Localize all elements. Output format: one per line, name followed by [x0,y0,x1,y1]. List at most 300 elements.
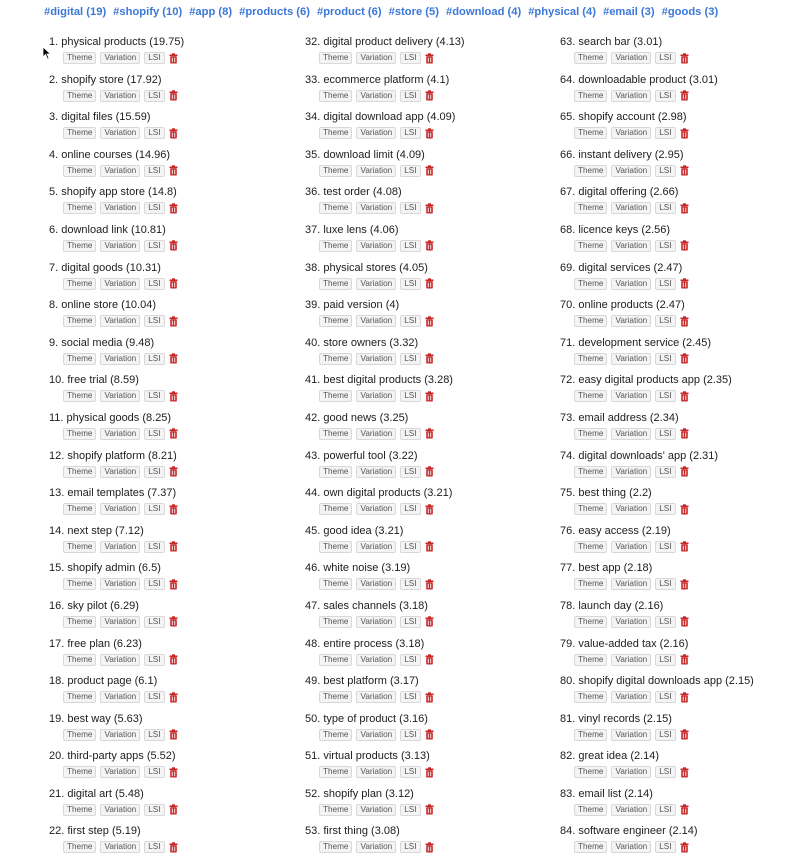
tag-filter[interactable]: #products (6) [239,6,310,18]
variation-button[interactable]: Variation [100,90,140,102]
theme-button[interactable]: Theme [319,127,352,139]
keyword-item [305,184,555,222]
tag-filter[interactable]: #store (5) [388,6,439,18]
trash-icon[interactable] [680,353,689,364]
trash-icon[interactable] [680,240,689,251]
variation-button[interactable]: Variation [611,729,651,741]
theme-button[interactable]: Theme [319,52,352,64]
trash-icon[interactable] [169,316,178,327]
variation-button[interactable]: Variation [611,654,651,666]
theme-button[interactable]: Theme [574,127,607,139]
lsi-button[interactable]: LSI [655,202,675,214]
theme-button[interactable]: Theme [319,390,352,402]
theme-button[interactable]: Theme [63,202,96,214]
variation-button[interactable]: Variation [100,616,140,628]
trash-icon[interactable] [425,616,434,627]
trash-icon[interactable] [169,128,178,139]
trash-icon[interactable] [680,842,689,853]
lsi-button[interactable]: LSI [144,353,164,365]
variation-button[interactable]: Variation [356,315,396,327]
variation-button[interactable]: Variation [611,202,651,214]
keyword-item [49,823,299,861]
keyword-actions [63,691,299,703]
trash-icon[interactable] [425,278,434,289]
variation-button[interactable]: Variation [611,390,651,402]
trash-icon[interactable] [169,391,178,402]
variation-button[interactable]: Variation [356,353,396,365]
theme-button[interactable]: Theme [63,52,96,64]
trash-icon[interactable] [680,203,689,214]
trash-icon[interactable] [169,579,178,590]
theme-button[interactable]: Theme [319,578,352,590]
trash-icon[interactable] [680,391,689,402]
theme-button[interactable]: Theme [574,503,607,515]
trash-icon[interactable] [169,767,178,778]
lsi-button[interactable]: LSI [655,654,675,666]
variation-button[interactable]: Variation [100,127,140,139]
variation-button[interactable]: Variation [611,766,651,778]
keyword-actions [63,729,299,741]
keyword-actions [319,804,555,816]
trash-icon[interactable] [425,767,434,778]
lsi-button[interactable]: LSI [400,804,420,816]
variation-button[interactable]: Variation [611,127,651,139]
trash-icon[interactable] [680,316,689,327]
lsi-button[interactable]: LSI [400,503,420,515]
theme-button[interactable]: Theme [319,616,352,628]
variation-button[interactable]: Variation [611,428,651,440]
tag-filter[interactable]: #shopify (10) [113,6,183,18]
trash-icon[interactable] [169,53,178,64]
theme-button[interactable]: Theme [574,616,607,628]
variation-button[interactable]: Variation [100,578,140,590]
trash-icon[interactable] [680,504,689,515]
trash-icon[interactable] [680,128,689,139]
lsi-button[interactable]: LSI [400,127,420,139]
theme-button[interactable]: Theme [63,278,96,290]
variation-button[interactable]: Variation [611,804,651,816]
lsi-button[interactable]: LSI [144,428,164,440]
variation-button[interactable]: Variation [356,841,396,853]
variation-button[interactable]: Variation [611,616,651,628]
theme-button[interactable]: Theme [319,90,352,102]
theme-button[interactable]: Theme [319,841,352,853]
variation-button[interactable]: Variation [356,578,396,590]
theme-button[interactable]: Theme [63,127,96,139]
lsi-button[interactable]: LSI [655,278,675,290]
theme-button[interactable]: Theme [319,466,352,478]
variation-button[interactable]: Variation [356,503,396,515]
trash-icon[interactable] [425,353,434,364]
lsi-button[interactable]: LSI [144,52,164,64]
lsi-button[interactable]: LSI [655,616,675,628]
variation-button[interactable]: Variation [611,466,651,478]
theme-button[interactable]: Theme [574,202,607,214]
theme-button[interactable]: Theme [574,578,607,590]
lsi-button[interactable]: LSI [144,202,164,214]
keyword-column-2 [305,34,555,861]
lsi-button[interactable]: LSI [655,804,675,816]
trash-icon[interactable] [425,391,434,402]
lsi-button[interactable]: LSI [144,804,164,816]
variation-button[interactable]: Variation [100,202,140,214]
lsi-button[interactable]: LSI [144,578,164,590]
lsi-button[interactable]: LSI [144,278,164,290]
theme-button[interactable]: Theme [63,90,96,102]
variation-button[interactable]: Variation [611,691,651,703]
trash-icon[interactable] [425,842,434,853]
theme-button[interactable]: Theme [574,541,607,553]
theme-button[interactable]: Theme [63,804,96,816]
keyword-item [49,711,299,749]
variation-button[interactable]: Variation [356,90,396,102]
trash-icon[interactable] [169,842,178,853]
lsi-button[interactable]: LSI [400,315,420,327]
variation-button[interactable]: Variation [100,278,140,290]
variation-button[interactable]: Variation [356,428,396,440]
theme-button[interactable]: Theme [574,353,607,365]
trash-icon[interactable] [680,278,689,289]
variation-button[interactable]: Variation [611,353,651,365]
trash-icon[interactable] [680,165,689,176]
theme-button[interactable]: Theme [319,353,352,365]
trash-icon[interactable] [169,804,178,815]
keyword-actions [63,278,299,290]
lsi-button[interactable]: LSI [400,353,420,365]
theme-button[interactable]: Theme [574,165,607,177]
theme-button[interactable]: Theme [574,654,607,666]
theme-button[interactable]: Theme [319,315,352,327]
lsi-button[interactable]: LSI [144,729,164,741]
theme-button[interactable]: Theme [574,691,607,703]
lsi-button[interactable]: LSI [655,691,675,703]
trash-icon[interactable] [169,692,178,703]
lsi-button[interactable]: LSI [144,503,164,515]
variation-button[interactable]: Variation [356,729,396,741]
trash-icon[interactable] [680,804,689,815]
trash-icon[interactable] [169,504,178,515]
variation-button[interactable]: Variation [356,240,396,252]
lsi-button[interactable]: LSI [400,90,420,102]
variation-button[interactable]: Variation [356,654,396,666]
variation-button[interactable]: Variation [611,240,651,252]
lsi-button[interactable]: LSI [144,766,164,778]
lsi-button[interactable]: LSI [400,841,420,853]
variation-button[interactable]: Variation [100,654,140,666]
variation-button[interactable]: Variation [100,766,140,778]
trash-icon[interactable] [169,203,178,214]
theme-button[interactable]: Theme [63,466,96,478]
variation-button[interactable]: Variation [356,804,396,816]
theme-button[interactable]: Theme [63,654,96,666]
theme-button[interactable]: Theme [63,353,96,365]
trash-icon[interactable] [425,428,434,439]
keyword-actions [63,766,299,778]
theme-button[interactable]: Theme [319,766,352,778]
theme-button[interactable]: Theme [319,804,352,816]
theme-button[interactable]: Theme [63,541,96,553]
trash-icon[interactable] [680,654,689,665]
lsi-button[interactable]: LSI [655,766,675,778]
tag-filter[interactable]: #physical (4) [528,6,596,18]
variation-button[interactable]: Variation [356,691,396,703]
keyword-item [560,673,800,711]
tag-filter[interactable]: #download (4) [445,6,522,18]
lsi-button[interactable]: LSI [144,390,164,402]
lsi-button[interactable]: LSI [144,127,164,139]
lsi-button[interactable]: LSI [400,578,420,590]
trash-icon[interactable] [169,240,178,251]
variation-button[interactable]: Variation [100,52,140,64]
lsi-button[interactable]: LSI [400,541,420,553]
theme-button[interactable]: Theme [63,240,96,252]
theme-button[interactable]: Theme [574,390,607,402]
variation-button[interactable]: Variation [611,315,651,327]
trash-icon[interactable] [425,165,434,176]
trash-icon[interactable] [425,729,434,740]
theme-button[interactable]: Theme [63,503,96,515]
trash-icon[interactable] [680,579,689,590]
theme-button[interactable]: Theme [574,466,607,478]
variation-button[interactable]: Variation [611,278,651,290]
lsi-button[interactable]: LSI [144,691,164,703]
keyword-item [49,335,299,373]
trash-icon[interactable] [680,729,689,740]
theme-button[interactable]: Theme [574,52,607,64]
theme-button[interactable]: Theme [574,240,607,252]
variation-button[interactable]: Variation [100,541,140,553]
keyword-label: 22. first step (5.19) [49,825,141,838]
tag-filter[interactable]: #goods (3) [661,6,719,18]
lsi-button[interactable]: LSI [655,52,675,64]
theme-button[interactable]: Theme [574,315,607,327]
trash-icon[interactable] [169,165,178,176]
variation-button[interactable]: Variation [100,466,140,478]
theme-button[interactable]: Theme [63,390,96,402]
trash-icon[interactable] [425,654,434,665]
keyword-label: 16. sky pilot (6.29) [49,599,139,612]
lsi-button[interactable]: LSI [144,541,164,553]
lsi-button[interactable]: LSI [655,127,675,139]
variation-button[interactable]: Variation [356,541,396,553]
trash-icon[interactable] [425,504,434,515]
lsi-button[interactable]: LSI [655,578,675,590]
trash-icon[interactable] [680,767,689,778]
trash-icon[interactable] [169,428,178,439]
theme-button[interactable]: Theme [63,616,96,628]
keyword-actions [63,616,299,628]
theme-button[interactable]: Theme [574,766,607,778]
trash-icon[interactable] [425,579,434,590]
keyword-label: 71. development service (2.45) [560,336,712,349]
variation-button[interactable]: Variation [100,729,140,741]
lsi-button[interactable]: LSI [144,466,164,478]
variation-button[interactable]: Variation [356,616,396,628]
theme-button[interactable]: Theme [319,541,352,553]
theme-button[interactable]: Theme [574,90,607,102]
trash-icon[interactable] [425,128,434,139]
theme-button[interactable]: Theme [63,766,96,778]
lsi-button[interactable]: LSI [400,240,420,252]
trash-icon[interactable] [169,729,178,740]
theme-button[interactable]: Theme [63,729,96,741]
tag-filter[interactable]: #product (6) [316,6,382,18]
theme-button[interactable]: Theme [319,654,352,666]
lsi-button[interactable]: LSI [655,353,675,365]
variation-button[interactable]: Variation [611,90,651,102]
lsi-button[interactable]: LSI [144,165,164,177]
theme-button[interactable]: Theme [63,691,96,703]
lsi-button[interactable]: LSI [655,428,675,440]
theme-button[interactable]: Theme [319,165,352,177]
trash-icon[interactable] [169,90,178,101]
keyword-item [49,636,299,674]
theme-button[interactable]: Theme [574,804,607,816]
tag-filter[interactable]: #email (3) [602,6,655,18]
lsi-button[interactable]: LSI [400,729,420,741]
variation-button[interactable]: Variation [611,841,651,853]
lsi-button[interactable]: LSI [655,541,675,553]
lsi-button[interactable]: LSI [144,315,164,327]
lsi-button[interactable]: LSI [400,616,420,628]
lsi-button[interactable]: LSI [144,654,164,666]
theme-button[interactable]: Theme [319,428,352,440]
trash-icon[interactable] [425,316,434,327]
trash-icon[interactable] [425,804,434,815]
lsi-button[interactable]: LSI [400,390,420,402]
variation-button[interactable]: Variation [100,503,140,515]
lsi-button[interactable]: LSI [655,841,675,853]
lsi-button[interactable]: LSI [400,466,420,478]
keyword-actions [319,353,555,365]
theme-button[interactable]: Theme [319,240,352,252]
theme-button[interactable]: Theme [63,428,96,440]
theme-button[interactable]: Theme [63,578,96,590]
lsi-button[interactable]: LSI [655,315,675,327]
variation-button[interactable]: Variation [356,202,396,214]
trash-icon[interactable] [425,203,434,214]
lsi-button[interactable]: LSI [655,503,675,515]
keyword-label: 33. ecommerce platform (4.1) [305,73,450,86]
tag-filter[interactable]: #digital (19) [44,6,107,18]
lsi-button[interactable]: LSI [655,90,675,102]
variation-button[interactable]: Variation [356,127,396,139]
lsi-button[interactable]: LSI [400,428,420,440]
trash-icon[interactable] [680,616,689,627]
keyword-item [560,823,800,861]
variation-button[interactable]: Variation [100,691,140,703]
variation-button[interactable]: Variation [356,390,396,402]
keyword-label: 82. great idea (2.14) [560,750,660,763]
trash-icon[interactable] [680,692,689,703]
trash-icon[interactable] [169,616,178,627]
lsi-button[interactable]: LSI [400,52,420,64]
variation-button[interactable]: Variation [100,165,140,177]
variation-button[interactable]: Variation [100,841,140,853]
lsi-button[interactable]: LSI [400,691,420,703]
trash-icon[interactable] [680,466,689,477]
variation-button[interactable]: Variation [611,503,651,515]
trash-icon[interactable] [425,541,434,552]
lsi-button[interactable]: LSI [655,390,675,402]
lsi-button[interactable]: LSI [400,654,420,666]
trash-icon[interactable] [425,53,434,64]
trash-icon[interactable] [425,240,434,251]
trash-icon[interactable] [169,278,178,289]
keyword-label: 14. next step (7.12) [49,524,144,537]
trash-icon[interactable] [680,53,689,64]
variation-button[interactable]: Variation [356,766,396,778]
lsi-button[interactable]: LSI [400,165,420,177]
lsi-button[interactable]: LSI [655,240,675,252]
theme-button[interactable]: Theme [319,278,352,290]
keyword-label: 63. search bar (3.01) [560,36,663,48]
theme-button[interactable]: Theme [574,428,607,440]
tag-filter[interactable]: #app (8) [189,6,233,18]
variation-button[interactable]: Variation [100,240,140,252]
variation-button[interactable]: Variation [356,278,396,290]
theme-button[interactable]: Theme [319,503,352,515]
trash-icon[interactable] [169,466,178,477]
lsi-button[interactable]: LSI [655,729,675,741]
trash-icon[interactable] [680,541,689,552]
variation-button[interactable]: Variation [100,353,140,365]
trash-icon[interactable] [425,692,434,703]
variation-button[interactable]: Variation [356,466,396,478]
variation-button[interactable]: Variation [356,165,396,177]
keyword-label: 17. free plan (6.23) [49,637,142,650]
keyword-label: 4. online courses (14.96) [49,148,171,161]
theme-button[interactable]: Theme [63,841,96,853]
theme-button[interactable]: Theme [574,841,607,853]
trash-icon[interactable] [169,353,178,364]
lsi-button[interactable]: LSI [400,278,420,290]
trash-icon[interactable] [169,541,178,552]
variation-button[interactable]: Variation [611,578,651,590]
lsi-button[interactable]: LSI [144,240,164,252]
lsi-button[interactable]: LSI [144,90,164,102]
lsi-button[interactable]: LSI [144,841,164,853]
theme-button[interactable]: Theme [574,729,607,741]
variation-button[interactable]: Variation [611,52,651,64]
theme-button[interactable]: Theme [63,165,96,177]
variation-button[interactable]: Variation [611,541,651,553]
variation-button[interactable]: Variation [611,165,651,177]
variation-button[interactable]: Variation [100,315,140,327]
lsi-button[interactable]: LSI [400,202,420,214]
variation-button[interactable]: Variation [100,428,140,440]
trash-icon[interactable] [169,654,178,665]
trash-icon[interactable] [680,90,689,101]
theme-button[interactable]: Theme [63,315,96,327]
lsi-button[interactable]: LSI [400,766,420,778]
theme-button[interactable]: Theme [319,202,352,214]
lsi-button[interactable]: LSI [144,616,164,628]
trash-icon[interactable] [425,90,434,101]
variation-button[interactable]: Variation [100,804,140,816]
variation-button[interactable]: Variation [100,390,140,402]
trash-icon[interactable] [680,428,689,439]
theme-button[interactable]: Theme [319,691,352,703]
keyword-actions [319,766,555,778]
variation-button[interactable]: Variation [356,52,396,64]
trash-icon[interactable] [425,466,434,477]
lsi-button[interactable]: LSI [655,165,675,177]
lsi-button[interactable]: LSI [655,466,675,478]
keyword-item [49,34,299,72]
theme-button[interactable]: Theme [574,278,607,290]
theme-button[interactable]: Theme [319,729,352,741]
